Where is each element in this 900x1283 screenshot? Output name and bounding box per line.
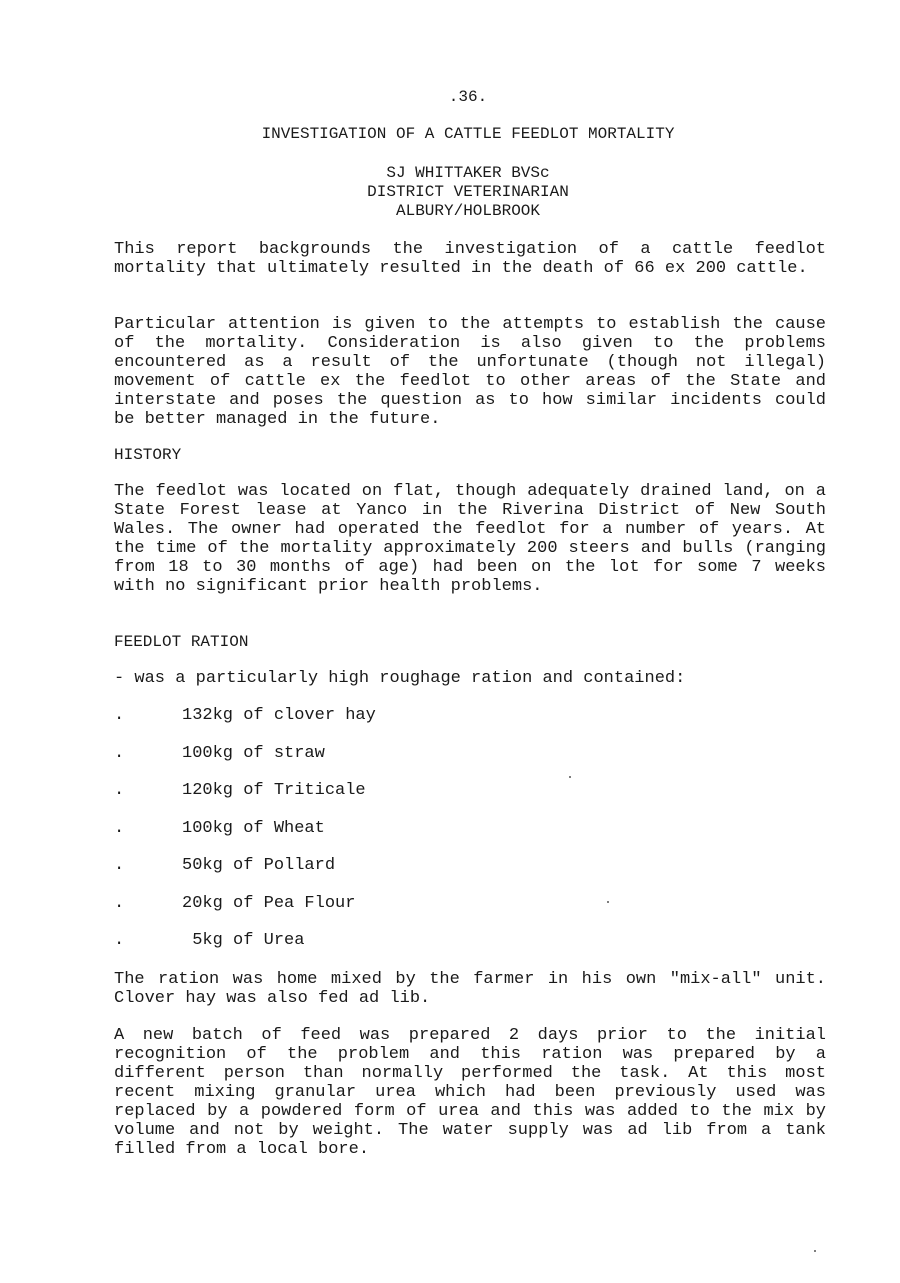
ration-item-text: 100kg of Wheat <box>182 818 325 838</box>
ration-item-text: 100kg of straw <box>182 743 325 763</box>
bullet: . <box>114 893 125 913</box>
author-location: ALBURY/HOLBROOK <box>395 202 541 220</box>
page-number: .36. <box>448 88 488 106</box>
history-paragraph: The feedlot was located on flat, though adequately drained land, on a State Forest lease at Yanco in the Riverina District of New South Wales. The owner had operated the feedlot for a number of years. At the time of the mortality approximately 200 steers and bulls (ranging from 18 to 30 months of age) had been on the lot for some 7 weeks with no significant prior health problems. <box>114 482 826 596</box>
ration-item-text: 20kg of Pea Flour <box>182 893 356 913</box>
scan-speck <box>607 901 609 903</box>
ration-item-text: 132kg of clover hay <box>182 706 376 725</box>
bullet: . <box>114 781 125 800</box>
ration-item-text: 50kg of Pollard <box>182 856 336 875</box>
bullet: . <box>114 818 125 838</box>
mixing-paragraph: The ration was home mixed by the farmer in his own "mix-all" unit. Clover hay was also fed ad lib. <box>114 970 826 1008</box>
ration-item-text: 5kg of Urea <box>182 931 305 950</box>
ration-list <box>114 706 714 969</box>
list-item <box>114 856 714 894</box>
list-item <box>114 819 714 857</box>
intro-paragraph: This report backgrounds the investigation of a cattle feedlot mortality that ultimately resulted in the death of 66 ex 200 cattle. <box>114 240 826 278</box>
list-item <box>114 744 714 782</box>
list-item <box>114 781 714 819</box>
scan-speck <box>569 776 571 778</box>
bullet: . <box>114 856 125 875</box>
list-item <box>114 894 714 932</box>
bullet: . <box>114 931 125 950</box>
ration-intro: - was a particularly high roughage ration and contained: <box>114 669 686 688</box>
list-item <box>114 706 714 744</box>
list-item <box>114 931 714 969</box>
author-name: SJ WHITTAKER BVSc <box>386 164 550 182</box>
feedlot-ration-heading: FEEDLOT RATION <box>114 633 249 651</box>
ration-item-text: 120kg of Triticale <box>182 781 366 800</box>
author-position: DISTRICT VETERINARIAN <box>367 183 569 201</box>
attention-paragraph: Particular attention is given to the attempts to establish the cause of the mortality. Consideration is also given to the problems encountered as a result of the unfortunate (though not illegal) movement of cattle ex the feedlot to other areas of the State and interstate and poses the question as to how similar incidents could be better managed in the future. <box>114 315 826 429</box>
scan-speck <box>814 1250 816 1252</box>
history-heading: HISTORY <box>114 446 182 464</box>
document-title: INVESTIGATION OF A CATTLE FEEDLOT MORTALITY <box>261 125 675 143</box>
bullet: . <box>114 706 125 725</box>
new-batch-paragraph: A new batch of feed was prepared 2 days prior to the initial recognition of the problem and this ration was prepared by a different person than normally performed the task. At this most recent mixing granular urea which had been previously used was replaced by a powdered form of urea and this was added to the mix by volume and not by weight. The water supply was ad lib from a tank filled from a local bore. <box>114 1026 826 1159</box>
bullet: . <box>114 743 125 763</box>
